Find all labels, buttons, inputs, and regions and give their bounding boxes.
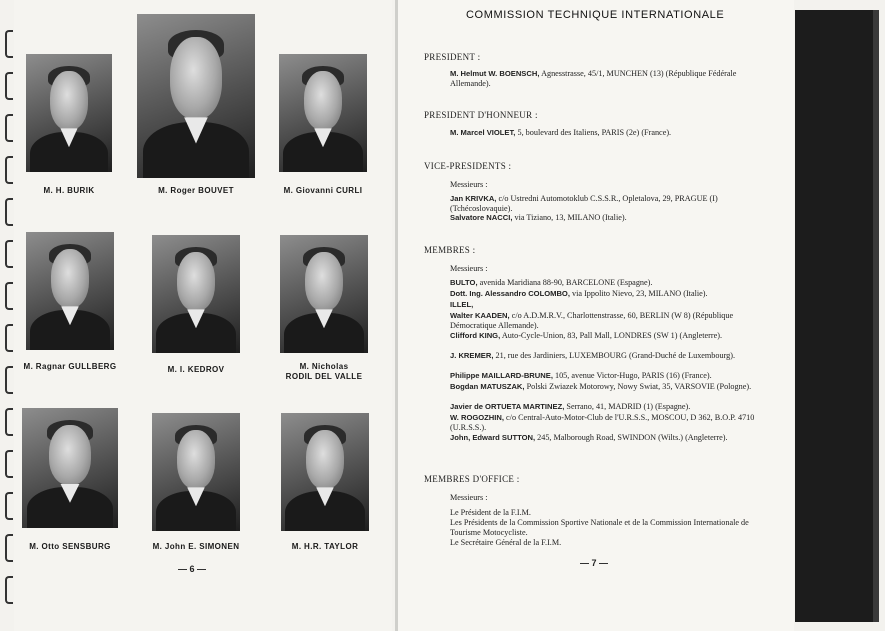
entry-name: Jan KRIVKA, xyxy=(450,194,497,203)
portrait-caption: M. John E. SIMONEN xyxy=(152,542,240,551)
entry-name: John, Edward SUTTON, xyxy=(450,433,536,442)
entry-address: Polski Zwiazek Motorowy, Nowy Swiat, 35, VARSOVIE (Pologne). xyxy=(526,382,752,391)
entry-address: avenida Maridiana 88-90, BARCELONE (Espagne). xyxy=(479,278,653,287)
vice-heading: VICE-PRESIDENTS : xyxy=(424,161,512,171)
entry-name: Clifford KING, xyxy=(450,331,501,340)
entry-address: Auto-Cycle-Union, 83, Pall Mall, LONDRES (SW 1) (Angleterre). xyxy=(501,331,723,340)
membre-entry xyxy=(450,289,760,299)
portrait-photo xyxy=(26,232,114,350)
membre-entry xyxy=(450,331,760,341)
adjacent-dark-page xyxy=(795,10,879,622)
portrait-photo xyxy=(281,413,369,531)
membres-lead: Messieurs : xyxy=(450,264,488,273)
right-page xyxy=(398,0,794,631)
vice-entry xyxy=(450,194,760,213)
entry-name: M. Marcel VIOLET, xyxy=(450,128,516,137)
entry-name: Philippe MAILLARD-BRUNE, xyxy=(450,371,553,380)
portrait-photo xyxy=(280,235,368,353)
binding-ring xyxy=(5,30,13,58)
membres-heading: MEMBRES : xyxy=(424,245,476,255)
entry-address: 245, Malborough Road, SWINDON (Wilts.) (Angleterre). xyxy=(537,433,728,442)
entry-name: Dott. Ing. Alessandro COLOMBO, xyxy=(450,289,570,298)
entry-name: ILLEL, xyxy=(450,300,474,309)
page-number-left: — 6 — xyxy=(178,564,207,574)
entry-name: Salvatore NACCI, xyxy=(450,213,513,222)
entry-name: Javier de ORTUETA MARTINEZ, xyxy=(450,402,565,411)
portrait-caption: M. Roger BOUVET xyxy=(158,186,234,195)
entry-address: 105, avenue Victor-Hugo, PARIS (16) (France). xyxy=(554,371,712,380)
portrait-caption: M. Otto SENSBURG xyxy=(29,542,111,551)
entry-name: W. ROGOZHIN, xyxy=(450,413,504,422)
membre-entry xyxy=(450,351,760,361)
page-number-right: — 7 — xyxy=(580,558,609,568)
binding-ring xyxy=(5,534,13,562)
portrait-caption: M. Giovanni CURLI xyxy=(283,186,363,195)
entry-address: Serrano, 41, MADRID (1) (Espagne). xyxy=(566,402,691,411)
binding-ring xyxy=(5,492,13,520)
membre-entry xyxy=(450,371,760,381)
entry-address: c/o Ustredni Automotoklub C.S.S.R., Opletalova, 29, PRAGUE (I) (Tchécoslovaquie). xyxy=(450,194,718,213)
office-entry: Le Président de la F.I.M. xyxy=(450,508,531,517)
binding-ring xyxy=(5,198,13,226)
left-page xyxy=(14,0,392,631)
membre-entry xyxy=(450,433,760,443)
honneur-heading: PRESIDENT D'HONNEUR : xyxy=(424,110,538,120)
binding-ring xyxy=(5,114,13,142)
page-title: COMMISSION TECHNIQUE INTERNATIONALE xyxy=(466,9,725,21)
portrait-photo xyxy=(152,235,240,353)
binding-ring xyxy=(5,324,13,352)
entry-address: via Tiziano, 13, MILANO (Italie). xyxy=(514,213,627,222)
entry-address: Agnesstrasse, 45/1, MUNCHEN (13) (République Fédérale Allemande). xyxy=(450,69,737,88)
portrait-caption: M. H.R. TAYLOR xyxy=(291,542,359,551)
portrait-caption: M. H. BURIK xyxy=(43,186,95,195)
president-entry xyxy=(450,69,760,88)
entry-address: c/o Central-Auto-Motor-Club de l'U.R.S.S., MOSCOU, D 362, B.O.P. 4710 (U.R.S.S.). xyxy=(450,413,755,432)
portrait-caption-line2: RODIL DEL VALLE xyxy=(285,372,363,381)
office-lead: Messieurs : xyxy=(450,493,488,502)
portrait-photo xyxy=(279,54,367,172)
entry-address: c/o A.D.M.R.V., Charlottenstrasse, 60, BERLIN (W 8) (République Démocratique Allemande). xyxy=(450,311,734,330)
entry-address: 5, boulevard des Italiens, PARIS (2e) (France). xyxy=(517,128,672,137)
office-entry: Le Secrétaire Général de la F.I.M. xyxy=(450,538,562,547)
membre-entry xyxy=(450,402,760,412)
binding-ring xyxy=(5,240,13,268)
binding-ring xyxy=(5,408,13,436)
entry-name: Bogdan MATUSZAK, xyxy=(450,382,525,391)
portrait-photo xyxy=(137,14,255,178)
binding-ring xyxy=(5,282,13,310)
spiral-binding xyxy=(0,0,14,631)
president-heading: PRESIDENT : xyxy=(424,52,481,62)
portrait-caption-line1: M. Nicholas xyxy=(299,362,349,371)
entry-name: M. Helmut W. BOENSCH, xyxy=(450,69,540,78)
vice-lead: Messieurs : xyxy=(450,180,488,189)
entry-address: via Ippolito Nievo, 23, MILANO (Italie). xyxy=(572,289,708,298)
portrait-photo xyxy=(26,54,112,172)
membre-entry xyxy=(450,311,760,330)
portrait-caption: M. I. KEDROV xyxy=(167,365,225,374)
binding-ring xyxy=(5,366,13,394)
office-entry: Les Présidents de la Commission Sportive Nationale et de la Commission Internationale de Tourisme Motocycliste. xyxy=(450,518,749,537)
membre-entry xyxy=(450,300,760,310)
office-heading: MEMBRES D'OFFICE : xyxy=(424,474,520,484)
entry-name: Walter KAADEN, xyxy=(450,311,510,320)
binding-ring xyxy=(5,450,13,478)
vice-entry xyxy=(450,213,760,223)
membre-entry xyxy=(450,278,760,288)
portrait-caption: M. Ragnar GULLBERG xyxy=(23,362,117,371)
portrait-photo xyxy=(22,408,118,528)
entry-name: J. KREMER, xyxy=(450,351,494,360)
binding-ring xyxy=(5,576,13,604)
binding-ring xyxy=(5,72,13,100)
binding-ring xyxy=(5,156,13,184)
membre-entry xyxy=(450,413,760,432)
entry-name: BULTO, xyxy=(450,278,478,287)
membre-entry xyxy=(450,382,760,392)
honneur-entry xyxy=(450,128,760,138)
entry-address: 21, rue des Jardiniers, LUXEMBOURG (Grand-Duché de Luxembourg). xyxy=(495,351,736,360)
portrait-photo xyxy=(152,413,240,531)
